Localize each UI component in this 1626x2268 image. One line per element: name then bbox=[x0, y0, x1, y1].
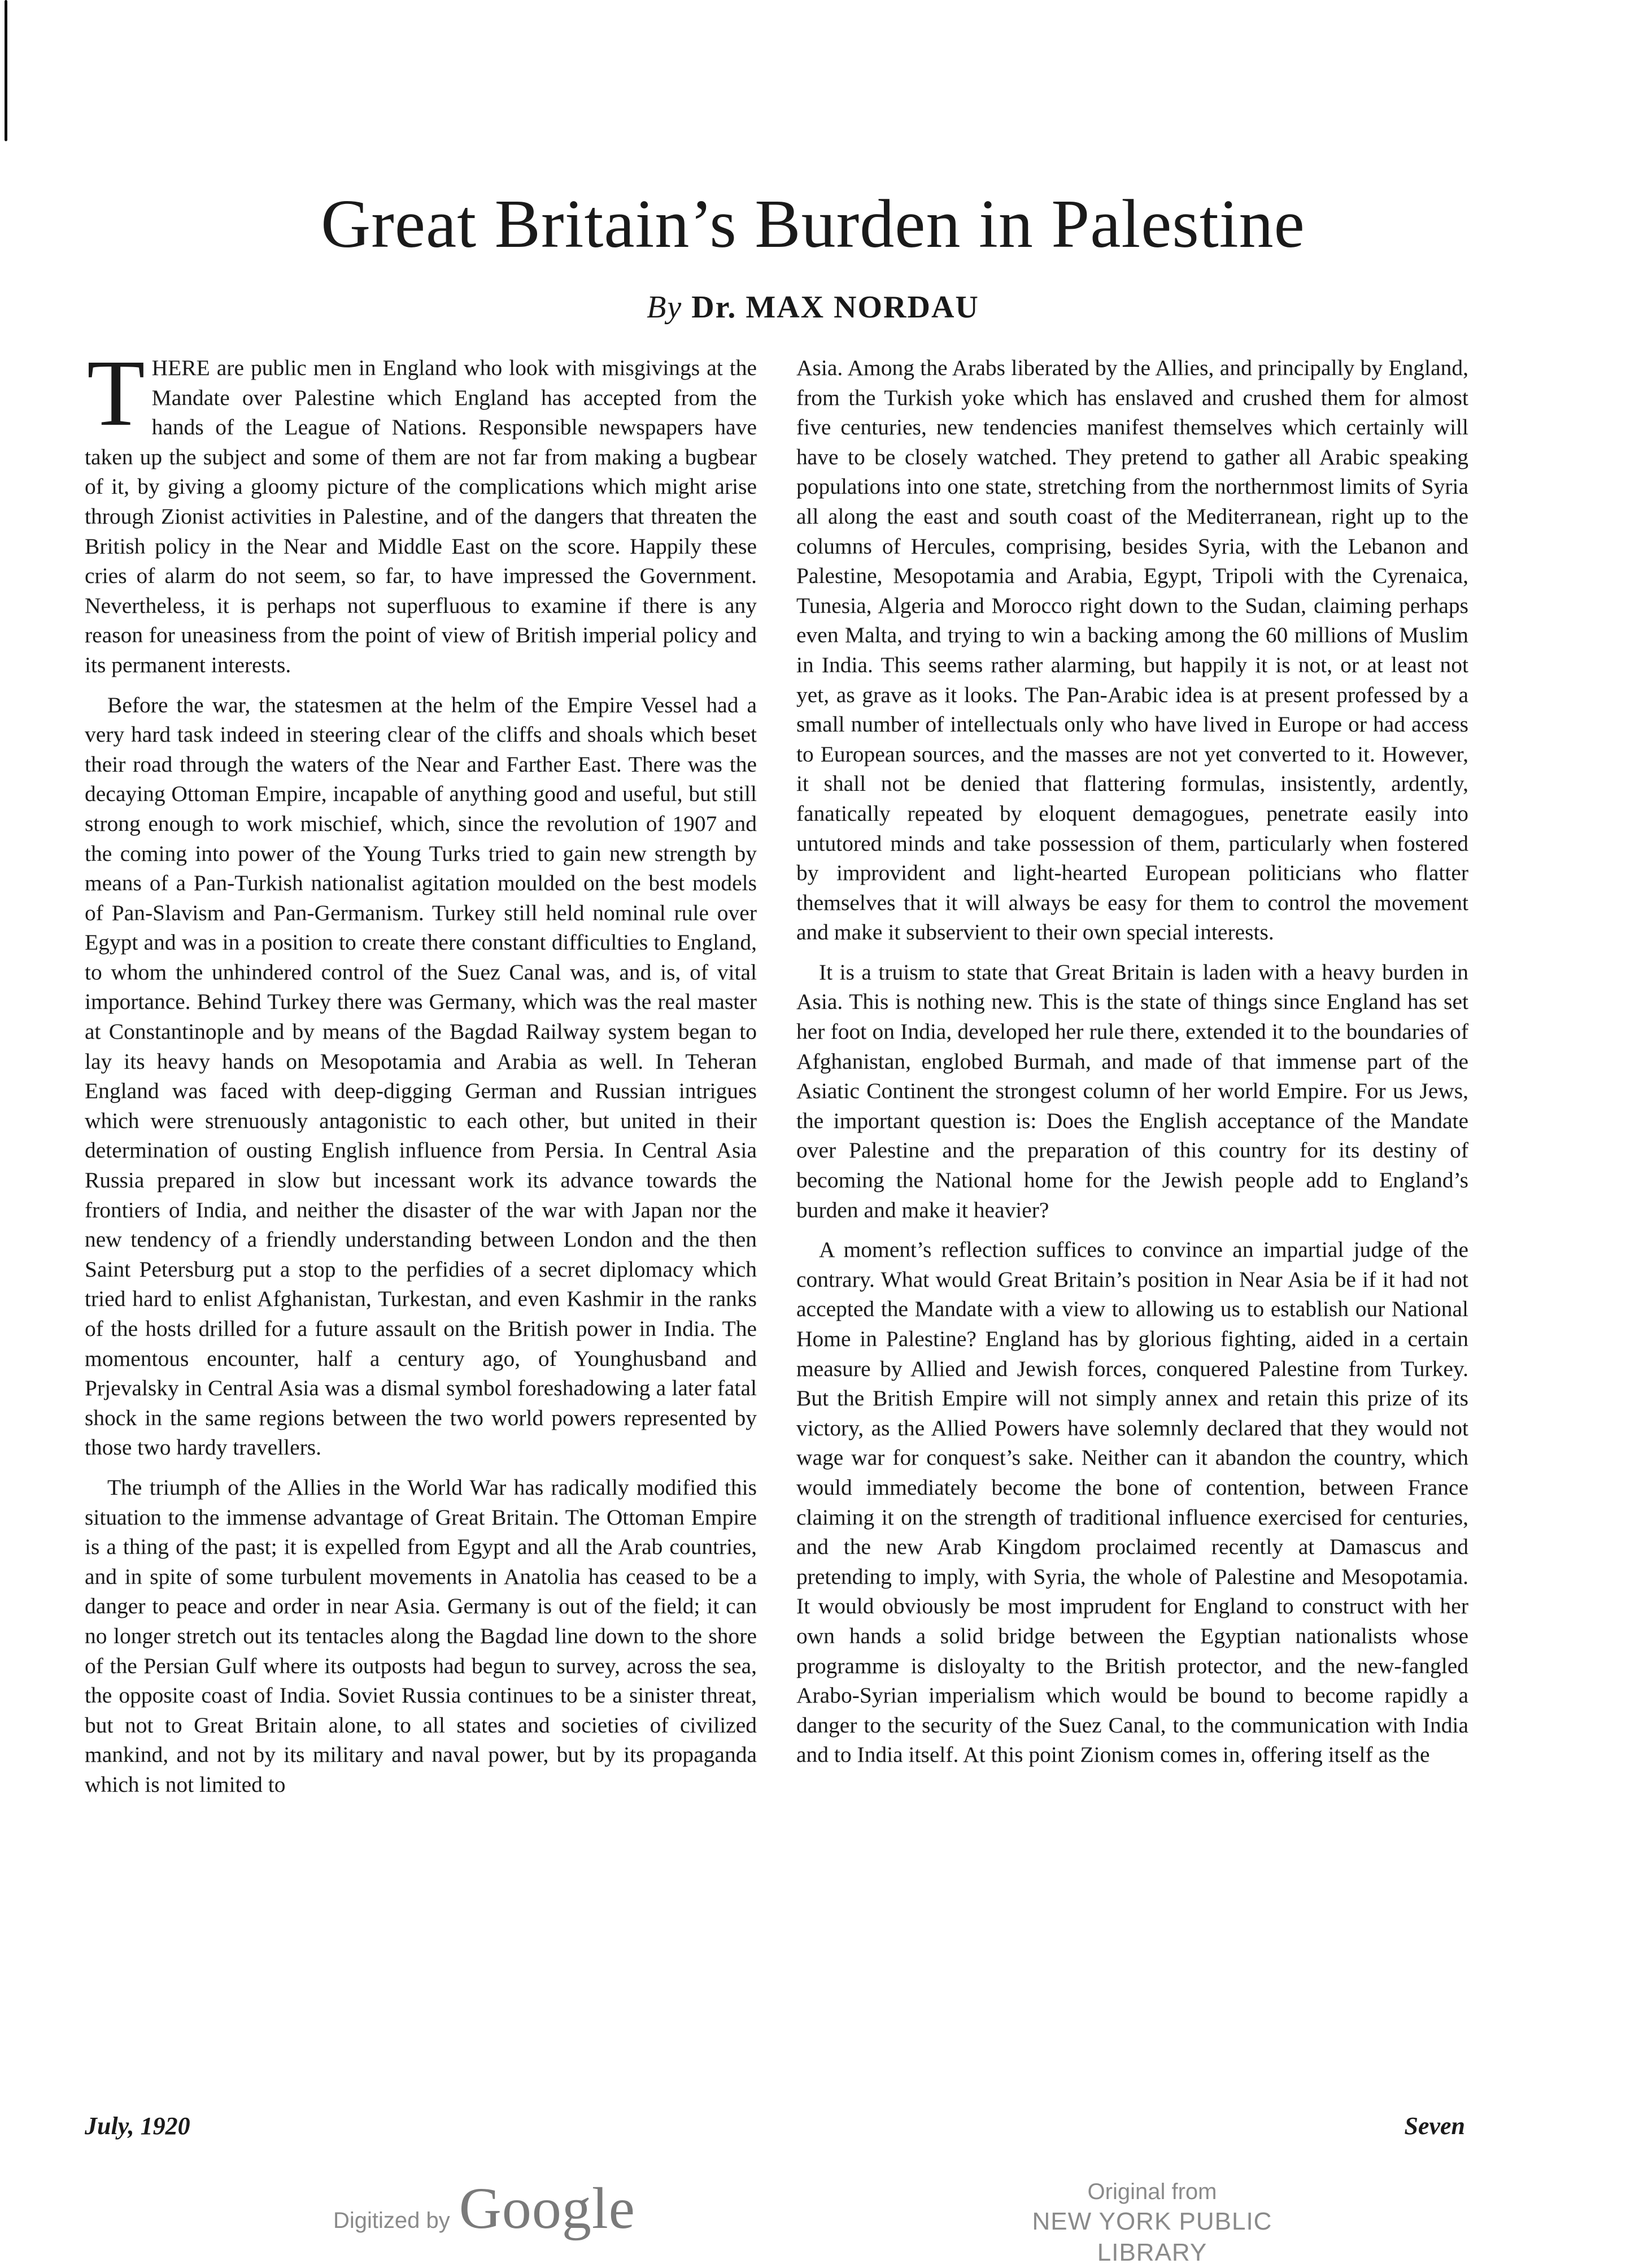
paragraph: The triumph of the Allies in the World War has radically modified this situation to the immense advantage of Great Britain. The Ottoman Empire is a thing of the past; it is expelled from Egypt and all the Arab countries, and in spite of some turbulent movements in Anatolia has ceased to be a danger to peace and order in near Asia. Germany is out of the field; it can no longer stretch out its tentacles along the Bagdad line down to the shore of the Persian Gulf where its outposts had begun to survey, across the sea, the opposite coast of India. Soviet Russia continues to be a sinister threat, but not to Great Britain alone, to all states and societies of civilized mankind, and not by its military and naval power, but by its propaganda which is not limited to bbox=[85, 1474, 757, 1797]
paragraph: Before the war, the statesmen at the helm of the Empire Vessel had a very hard task indeed in steering clear of the cliffs and shoals which beset their road through the waters of the Near and Farther East. There was the decaying Ottoman Empire, incapable of anything good and useful, but still strong enough to work mischief, which, since the revolution of 1907 and the coming into power of the Young Turks tried to gain new strength by means of a Pan-Turkish nationalist agitation moulded on the best models of Pan-Slavism and Pan-Germanism. Turkey still held nominal rule over Egypt and was in a position to create there constant difficulties to England, to whom the unhindered control of the Suez Canal was, and is, of vital importance. Behind Turkey there was Germany, which was the real master at Constantinople and by means of the Bagdad Railway system began to lay its heavy hands on Mesopotamia and Arabia as well. In Teheran England was faced with deep-digging German and Russian intrigues which were strenuously antagonistic to each other, but united in their determination of ousting English influence from Persia. In Central Asia Russia prepared in slow but incessant work its advance towards the frontiers of India, and neither the disaster of the war with Japan nor the new tendency of a friendly understanding between London and the then Saint Petersburg put a stop to the perfidies of a secret diplomacy which tried hard to enlist Afghanistan, Turkestan, and even Kashmir in the ranks of the hosts drilled for a future assault on the British power in India. The momentous encounter, half a century ago, of Younghusband and Prjevalsky in Central Asia was a dismal symbol foreshadowing a later fatal shock in the same regions between the two world powers represented by those two hardy travellers. bbox=[85, 692, 757, 1460]
paragraph bbox=[85, 341, 757, 680]
issue-date: July, 1920 bbox=[85, 2112, 190, 2140]
byline-prefix: By bbox=[647, 290, 683, 325]
source-watermark bbox=[983, 2178, 1322, 2268]
paragraph: Asia. Among the Arabs liberated by the Allies, and principally by England, from the Turkish yoke which has enslaved and crushed them for almost five centuries, new tendencies manifest themselves which certainly will have to be closely watched. They pretend to gather all Arabic speaking populations into one state, stretching from the northernmost limits of Syria all along the east and south coast of the Mediterranean, right up to the columns of Hercules, comprising, besides Syria, with the Lebanon and Palestine, Mesopotamia and Arabia, Egypt, Tripoli with the Cyrenaica, Tunesia, Algeria and Morocco right down to the Sudan, claiming perhaps even Malta, and trying to win a backing among the 60 millions of Muslim in India. This seems rather alarming, but happily it is not, or at least not yet, as grave as it looks. The Pan-Arabic idea is at present professed by a small number of intellectuals only who have lived in Europe or had access to European sources, and the masses are not yet converted to it. However, it shall not be denied that flattering formulas, insistently, ardently, fanatically repeated by eloquent demagogues, penetrate easily into untutored minds and take possession of them, particularly when fostered by improvident and light-hearted European politicians who flatter themselves that it will always be easy for them to control the movement and make it subservient to their own special interests. bbox=[796, 355, 1468, 945]
library-name: NEW YORK PUBLIC LIBRARY bbox=[1032, 2208, 1272, 2266]
article-title: Great Britain’s Burden in Palestine bbox=[321, 186, 1305, 262]
article-body bbox=[85, 341, 1468, 2104]
page-number: Seven bbox=[1404, 2112, 1465, 2140]
column-right bbox=[796, 353, 1468, 2104]
byline-author: Dr. MAX NORDAU bbox=[691, 290, 979, 325]
margin-scan-line bbox=[5, 0, 7, 141]
byline bbox=[0, 289, 1626, 325]
original-from-label: Original from bbox=[1087, 2179, 1217, 2204]
column-left bbox=[85, 341, 757, 2104]
digitized-by-label: Digitized by bbox=[333, 2208, 450, 2233]
google-logo: Google bbox=[459, 2176, 635, 2241]
digitized-watermark bbox=[333, 2175, 635, 2242]
drop-cap: T bbox=[87, 341, 145, 446]
paragraph: It is a truism to state that Great Britain is laden with a heavy burden in Asia. This is nothing new. This is the state of things since England has set her foot on India, developed her rule there, extended it to the boundaries of Afghanistan, englobed Burmah, and made of that immense part of the Asiatic Continent the strongest column of her world Empire. For us Jews, the important question is: Does the English acceptance of the Mandate over Palestine and the preparation of this country for its destiny of becoming the National home for the Jewish people add to England’s burden and make it heavier? bbox=[796, 959, 1468, 1222]
paragraph: A moment’s reflection suffices to convince an impartial judge of the contrary. What would Great Britain’s position in Near Asia be if it had not accepted the Mandate with a view to allowing us to establish our National Home in Palestine? England has by glorious fighting, aided in a certain measure by Allied and Jewish forces, conquered Palestine from Turkey. But the British Empire will not simply annex and retain this prize of its victory, as the Allied Powers have solemnly declared that they would not wage war for conquest’s sake. Neither can it abandon the country, which would immediately become the bone of contention, between France claiming it on the strength of traditional influence exercised for centuries, and the new Arab Kingdom proclaimed recently at Damascus and pretending to imply, with Syria, the whole of Palestine and Mesopotamia. It would obviously be most imprudent for England to construct with her own hands a solid bridge between the Egyptian nationalists whose programme is disloyalty to the British protector, and the new-fangled Arabo-Syrian imperialism which would be bound to become rapidly a danger to the security of the Suez Canal, to the communication with India and to India itself. At this point Zionism comes in, offering itself as the bbox=[796, 1237, 1468, 1768]
paragraph-text: HERE are public men in England who look with misgivings at the Mandate over Palestine which England has accepted from the hands of the League of Nations. Responsible newspapers have taken up the subject and some of them are not far from making a bugbear of it, by giving a gloomy picture of the complications which might arise through Zionist activities in Palestine, and of the dangers that threaten the British policy in the Near and Middle East on the score. Happily these cries of alarm do not seem, so far, to have impressed the Government. Nevertheless, it is perhaps not superfluous to examine if there is any reason for uneasiness from the point of view of British imperial policy and its permanent interests. bbox=[85, 355, 757, 677]
